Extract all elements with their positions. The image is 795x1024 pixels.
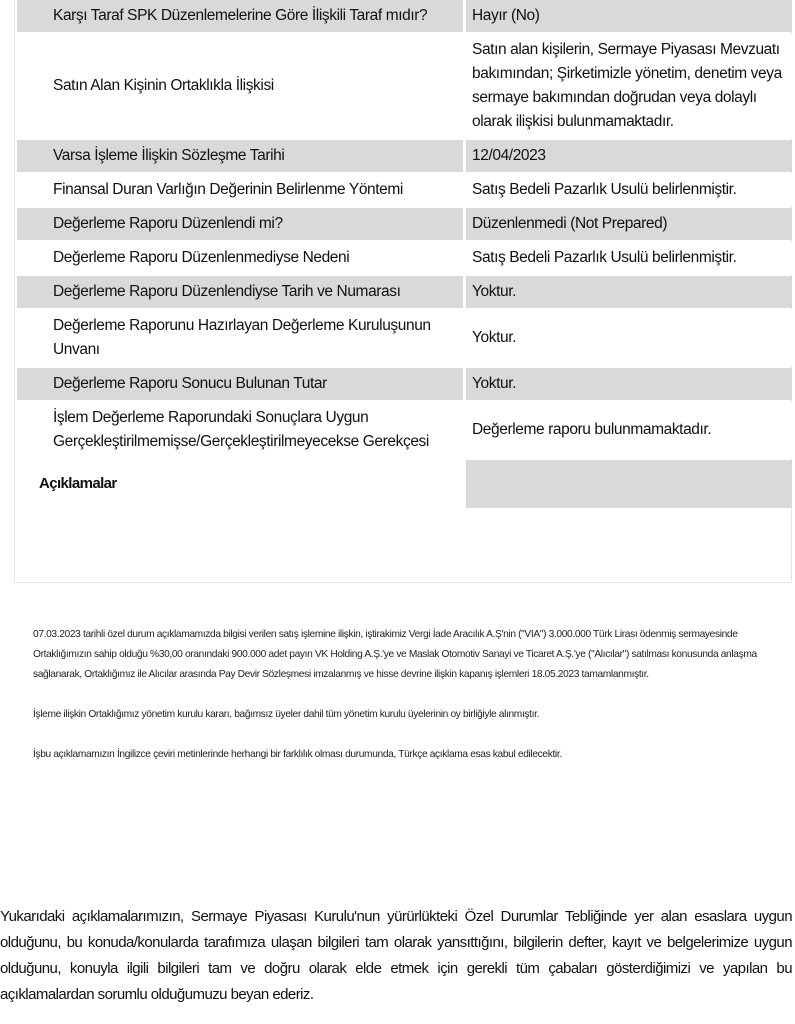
row-value: Yoktur. (466, 368, 792, 400)
row-label: Değerleme Raporu Düzenlenmediyse Nedeni (17, 242, 463, 274)
row-label: Değerleme Raporu Düzenlendiyse Tarih ve Numarası (17, 276, 463, 308)
notes-row (17, 460, 792, 508)
note-paragraph: 07.03.2023 tarihli özel durum açıklamamızda bilgisi verilen satış işlemine ilişkin, iştirakimiz Vergi İade Aracılık A.Ş'nin ("VIA") 3.000.000 Türk Lirası ödenmiş sermayesinde Ortaklığımızın sahip olduğu %30,00 oranındaki 900.000 adet payın VK Holding A.Ş.'ye ve Maslak Otomotiv Sanayi ve Ticaret A.Ş.'ye ("Alıcılar") satılması konusunda anlaşma sağlanarak, Ortaklığımız ile Alıcılar arasında Pay Devir Sözleşmesi imzalanmış ve hisse devrine ilişkin kapanış işlemleri 18.05.2023 tamamlanmıştır. (33, 629, 757, 680)
table-row (17, 402, 792, 458)
table-row (17, 34, 792, 138)
row-label: Değerleme Raporu Sonucu Bulunan Tutar (17, 368, 463, 400)
row-label: Satın Alan Kişinin Ortaklıkla İlişkisi (17, 34, 463, 138)
table-row (17, 140, 792, 172)
row-value: Yoktur. (466, 276, 792, 308)
row-value: 12/04/2023 (466, 140, 792, 172)
row-value: Yoktur. (466, 310, 792, 366)
row-label: Finansal Duran Varlığın Değerinin Belirlenme Yöntemi (17, 174, 463, 206)
row-label: İşlem Değerleme Raporundaki Sonuçlara Uygun Gerçekleştirilmemişse/Gerçekleştirilmeyecekse Gerekçesi (17, 402, 463, 458)
row-value: Düzenlenmedi (Not Prepared) (466, 208, 792, 240)
row-value: Satın alan kişilerin, Sermaye Piyasası Mevzuatı bakımından; Şirketimizle yönetim, denetim veya sermaye bakımından doğrudan veya dolaylı olarak ilişkisi bulunmamaktadır. (466, 34, 792, 138)
table-row (17, 368, 792, 400)
note-paragraph: İşbu açıklamamızın İngilizce çeviri metinlerinde herhangi bir farklılık olması durumunda, Türkçe açıklama esas kabul edilecektir. (33, 749, 562, 760)
table-row (17, 242, 792, 274)
table-row (17, 276, 792, 308)
row-label: Varsa İşleme İlişkin Sözleşme Tarihi (17, 140, 463, 172)
table-row (17, 0, 792, 32)
disclosure-table (14, 0, 792, 510)
notes-text (33, 625, 773, 785)
table-row (17, 174, 792, 206)
row-label: Karşı Taraf SPK Düzenlemelerine Göre İlişkili Taraf mıdır? (17, 0, 463, 32)
notes-label: Açıklamalar (17, 460, 463, 508)
info-table (14, 0, 795, 510)
note-paragraph: İşleme ilişkin Ortaklığımız yönetim kurulu kararı, bağımsız üyeler dahil tüm yönetim kurulu üyelerinin oy birliğiyle alınmıştır. (33, 709, 540, 720)
table-row (17, 310, 792, 366)
row-value: Hayır (No) (466, 0, 792, 32)
row-label: Değerleme Raporu Düzenlendi mi? (17, 208, 463, 240)
table-row (17, 208, 792, 240)
row-value: Değerleme raporu bulunmamaktadır. (466, 402, 792, 458)
liability-statement: Yukarıdaki açıklamalarımızın, Sermaye Piyasası Kurulu'nun yürürlükteki Özel Durumlar Tebliğinde yer alan esaslara uygun olduğunu, bu konuda/konularda tarafımıza ulaşan bilgileri tam olarak yansıttığını, bilgilerin defter, kayıt ve belgelerimize uygun olduğunu, konuyla ilgili bilgileri tam ve doğru olarak elde etmek için gerekli tüm çabaları gösterdiğimizi ve yapılan bu açıklamalardan sorumlu olduğumuzu beyan ederiz. (0, 908, 792, 1003)
row-value: Satış Bedeli Pazarlık Usulü belirlenmiştir. (466, 242, 792, 274)
row-value: Satış Bedeli Pazarlık Usulü belirlenmiştir. (466, 174, 792, 206)
notes-value-cell (466, 460, 792, 508)
row-label: Değerleme Raporunu Hazırlayan Değerleme Kuruluşunun Unvanı (17, 310, 463, 366)
